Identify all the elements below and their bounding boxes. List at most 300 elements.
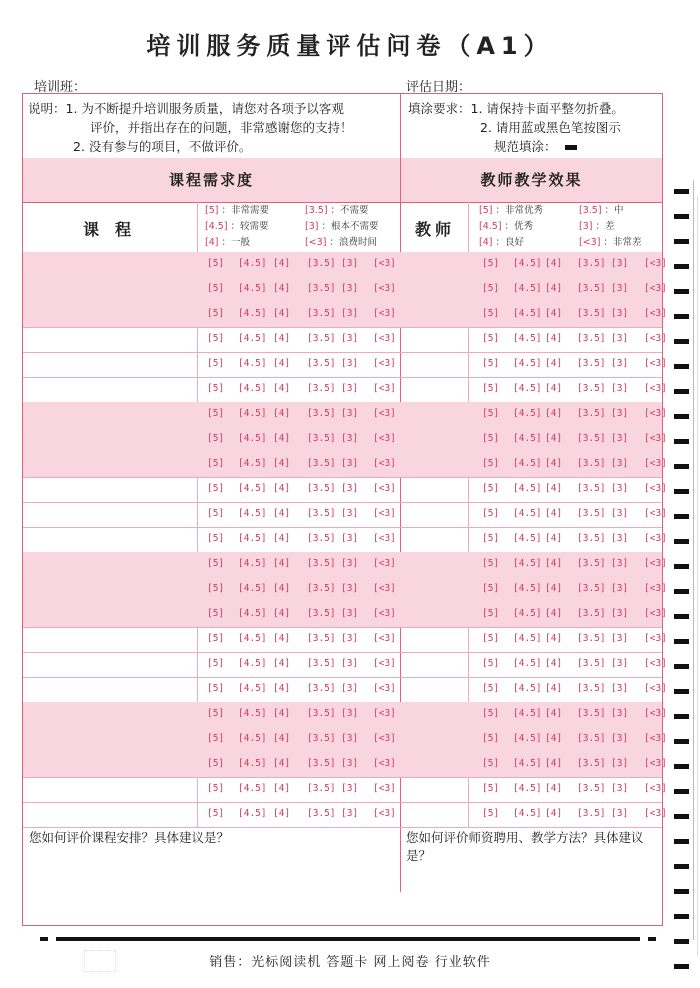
- course-rating-bubble[interactable]: [3]: [341, 808, 359, 819]
- teacher-rating-bubble[interactable]: [4]: [545, 683, 563, 694]
- course-rating-bubble[interactable]: [4.5]: [238, 308, 267, 319]
- teacher-rating-bubble[interactable]: [<3]: [644, 708, 667, 719]
- teacher-rating-bubble[interactable]: [3]: [611, 583, 629, 594]
- edge-rail: [693, 180, 694, 940]
- course-rating-bubble[interactable]: [3.5]: [307, 608, 336, 619]
- course-rating-bubble[interactable]: [4]: [273, 708, 291, 719]
- course-rating-bubble[interactable]: [4.5]: [238, 458, 267, 469]
- teacher-rating-bubble[interactable]: [4]: [545, 333, 563, 344]
- timing-mark: [674, 289, 689, 294]
- teacher-rating-bubble[interactable]: [<3]: [644, 408, 667, 419]
- teacher-rating-bubble[interactable]: [4]: [545, 308, 563, 319]
- course-rating-bubble[interactable]: [4.5]: [238, 333, 267, 344]
- teacher-rating-bubble[interactable]: [4]: [545, 608, 563, 619]
- teacher-rating-bubble[interactable]: [5]: [482, 783, 500, 794]
- course-rating-bubble[interactable]: [5]: [207, 358, 225, 369]
- course-rating-bubble[interactable]: [4.5]: [238, 558, 267, 569]
- course-rating-bubble[interactable]: [4.5]: [238, 583, 267, 594]
- teacher-rating-bubble[interactable]: [5]: [482, 508, 500, 519]
- course-rating-bubble[interactable]: [<3]: [373, 433, 396, 444]
- course-rating-bubble[interactable]: [<3]: [373, 633, 396, 644]
- course-rating-bubble[interactable]: [4]: [273, 308, 291, 319]
- teacher-rating-bubble[interactable]: [3]: [611, 708, 629, 719]
- course-rating-bubble[interactable]: [4.5]: [238, 708, 267, 719]
- teacher-rating-bubble[interactable]: [4.5]: [513, 633, 542, 644]
- course-rating-bubble[interactable]: [3]: [341, 283, 359, 294]
- course-rating-bubble[interactable]: [4.5]: [238, 533, 267, 544]
- course-rating-bubble[interactable]: [4.5]: [238, 433, 267, 444]
- teacher-rating-bubble[interactable]: [3]: [611, 558, 629, 569]
- timing-mark: [674, 314, 689, 319]
- teacher-rating-bubble[interactable]: [3.5]: [577, 258, 606, 269]
- course-rating-bubble[interactable]: [<3]: [373, 533, 396, 544]
- teacher-rating-bubble[interactable]: [3]: [611, 683, 629, 694]
- timing-mark: [674, 464, 689, 469]
- teacher-rating-bubble[interactable]: [5]: [482, 358, 500, 369]
- teacher-rating-bubble[interactable]: [<3]: [644, 508, 667, 519]
- course-rating-bubble[interactable]: [<3]: [373, 583, 396, 594]
- course-rating-bubble[interactable]: [4]: [273, 433, 291, 444]
- teacher-rating-bubble[interactable]: [3.5]: [577, 508, 606, 519]
- teacher-rating-bubble[interactable]: [3]: [611, 333, 629, 344]
- course-rating-bubble[interactable]: [5]: [207, 508, 225, 519]
- teacher-rating-bubble[interactable]: [<3]: [644, 458, 667, 469]
- teacher-rating-bubble[interactable]: [4.5]: [513, 683, 542, 694]
- teacher-rating-bubble[interactable]: [4]: [545, 783, 563, 794]
- course-rating-bubble[interactable]: [3.5]: [307, 333, 336, 344]
- teacher-rating-bubble[interactable]: [4]: [545, 408, 563, 419]
- teacher-rating-bubble[interactable]: [3]: [611, 483, 629, 494]
- course-rating-bubble[interactable]: [5]: [207, 308, 225, 319]
- teacher-rating-bubble[interactable]: [4.5]: [513, 483, 542, 494]
- section-course: 课程需求度: [23, 158, 400, 203]
- course-rating-bubble[interactable]: [3]: [341, 683, 359, 694]
- teacher-rating-bubble[interactable]: [4.5]: [513, 658, 542, 669]
- teacher-rating-bubble[interactable]: [4.5]: [513, 258, 542, 269]
- course-rating-bubble[interactable]: [3.5]: [307, 508, 336, 519]
- teacher-rating-bubble[interactable]: [4.5]: [513, 758, 542, 769]
- teacher-rating-bubble[interactable]: [<3]: [644, 758, 667, 769]
- teacher-rating-bubble[interactable]: [5]: [482, 383, 500, 394]
- teacher-rating-bubble[interactable]: [<3]: [644, 283, 667, 294]
- course-rating-bubble[interactable]: [4]: [273, 458, 291, 469]
- course-rating-bubble[interactable]: [4]: [273, 658, 291, 669]
- course-rating-bubble[interactable]: [3.5]: [307, 583, 336, 594]
- course-rating-bubble[interactable]: [5]: [207, 683, 225, 694]
- course-rating-bubble[interactable]: [4.5]: [238, 808, 267, 819]
- course-rating-bubble[interactable]: [3.5]: [307, 658, 336, 669]
- course-rating-bubble[interactable]: [<3]: [373, 308, 396, 319]
- course-rating-bubble[interactable]: [3]: [341, 633, 359, 644]
- course-rating-bubble[interactable]: [<3]: [373, 508, 396, 519]
- course-rating-bubble[interactable]: [4]: [273, 508, 291, 519]
- course-rating-bubble[interactable]: [3]: [341, 333, 359, 344]
- timing-mark: [674, 914, 689, 919]
- teacher-rating-bubble[interactable]: [5]: [482, 683, 500, 694]
- course-rating-bubble[interactable]: [5]: [207, 283, 225, 294]
- teacher-rating-bubble[interactable]: [5]: [482, 333, 500, 344]
- course-rating-bubble[interactable]: [<3]: [373, 683, 396, 694]
- teacher-rating-bubble[interactable]: [3.5]: [577, 783, 606, 794]
- course-rating-bubble[interactable]: [3]: [341, 483, 359, 494]
- course-rating-bubble[interactable]: [3.5]: [307, 408, 336, 419]
- teacher-rating-bubble[interactable]: [3]: [611, 658, 629, 669]
- teacher-rating-bubble[interactable]: [5]: [482, 733, 500, 744]
- course-rating-bubble[interactable]: [4]: [273, 258, 291, 269]
- teacher-rating-bubble[interactable]: [4.5]: [513, 508, 542, 519]
- teacher-rating-bubble[interactable]: [5]: [482, 633, 500, 644]
- teacher-legend: [479, 203, 664, 253]
- course-rating-bubble[interactable]: [3]: [341, 658, 359, 669]
- course-rating-bubble[interactable]: [<3]: [373, 808, 396, 819]
- teacher-rating-bubble[interactable]: [5]: [482, 708, 500, 719]
- teacher-rating-bubble[interactable]: [5]: [482, 433, 500, 444]
- teacher-rating-bubble[interactable]: [5]: [482, 583, 500, 594]
- teacher-rating-bubble[interactable]: [4.5]: [513, 583, 542, 594]
- teacher-rating-bubble[interactable]: [3]: [611, 733, 629, 744]
- course-rating-bubble[interactable]: [3]: [341, 533, 359, 544]
- course-rating-bubble[interactable]: [<3]: [373, 408, 396, 419]
- legend-item: [<3] ：浪费时间: [305, 237, 377, 248]
- course-rating-bubble[interactable]: [4.5]: [238, 283, 267, 294]
- teacher-rating-bubble[interactable]: [3.5]: [577, 383, 606, 394]
- teacher-rating-bubble[interactable]: [4.5]: [513, 308, 542, 319]
- course-rating-bubble[interactable]: [5]: [207, 608, 225, 619]
- teacher-rating-bubble[interactable]: [3]: [611, 258, 629, 269]
- course-rating-bubble[interactable]: [4]: [273, 383, 291, 394]
- teacher-rating-bubble[interactable]: [5]: [482, 408, 500, 419]
- teacher-rating-bubble[interactable]: [<3]: [644, 433, 667, 444]
- teacher-rating-bubble[interactable]: [4.5]: [513, 533, 542, 544]
- course-rating-bubble[interactable]: [3.5]: [307, 283, 336, 294]
- course-rating-bubble[interactable]: [5]: [207, 483, 225, 494]
- course-rating-bubble[interactable]: [3]: [341, 258, 359, 269]
- course-rating-bubble[interactable]: [3]: [341, 558, 359, 569]
- teacher-rating-bubble[interactable]: [4]: [545, 383, 563, 394]
- course-rating-bubble[interactable]: [<3]: [373, 358, 396, 369]
- teacher-rating-bubble[interactable]: [5]: [482, 458, 500, 469]
- teacher-rating-bubble[interactable]: [4.5]: [513, 458, 542, 469]
- teacher-rating-bubble[interactable]: [3]: [611, 808, 629, 819]
- course-rating-bubble[interactable]: [<3]: [373, 383, 396, 394]
- teacher-rating-bubble[interactable]: [4.5]: [513, 408, 542, 419]
- course-rating-bubble[interactable]: [4.5]: [238, 358, 267, 369]
- course-rating-bubble[interactable]: [3.5]: [307, 683, 336, 694]
- teacher-rating-bubble[interactable]: [4]: [545, 583, 563, 594]
- course-rating-bubble[interactable]: [3]: [341, 708, 359, 719]
- course-rating-bubble[interactable]: [3]: [341, 358, 359, 369]
- course-rating-bubble[interactable]: [4]: [273, 733, 291, 744]
- teacher-rating-bubble[interactable]: [<3]: [644, 483, 667, 494]
- teacher-rating-bubble[interactable]: [4.5]: [513, 733, 542, 744]
- teacher-rating-bubble[interactable]: [3.5]: [577, 458, 606, 469]
- course-rating-bubble[interactable]: [5]: [207, 808, 225, 819]
- table-row: [23, 577, 667, 603]
- teacher-rating-bubble[interactable]: [5]: [482, 608, 500, 619]
- teacher-rating-bubble[interactable]: [3]: [611, 308, 629, 319]
- teacher-rating-bubble[interactable]: [3.5]: [577, 758, 606, 769]
- teacher-rating-bubble[interactable]: [3.5]: [577, 433, 606, 444]
- course-rating-bubble[interactable]: [3.5]: [307, 533, 336, 544]
- course-rating-bubble[interactable]: [<3]: [373, 483, 396, 494]
- teacher-rating-bubble[interactable]: [<3]: [644, 358, 667, 369]
- teacher-rating-bubble[interactable]: [3.5]: [577, 658, 606, 669]
- course-rating-bubble[interactable]: [3]: [341, 383, 359, 394]
- course-rating-bubble[interactable]: [5]: [207, 433, 225, 444]
- teacher-rating-bubble[interactable]: [3.5]: [577, 808, 606, 819]
- course-rating-bubble[interactable]: [5]: [207, 383, 225, 394]
- teacher-rating-bubble[interactable]: [4.5]: [513, 558, 542, 569]
- course-rating-bubble[interactable]: [3.5]: [307, 258, 336, 269]
- course-rating-bubble[interactable]: [3.5]: [307, 308, 336, 319]
- teacher-rating-bubble[interactable]: [3]: [611, 608, 629, 619]
- timing-mark: [674, 589, 689, 594]
- course-rating-bubble[interactable]: [4.5]: [238, 258, 267, 269]
- teacher-rating-bubble[interactable]: [4.5]: [513, 283, 542, 294]
- teacher-rating-bubble[interactable]: [<3]: [644, 783, 667, 794]
- course-rating-bubble[interactable]: [3.5]: [307, 783, 336, 794]
- course-rating-bubble[interactable]: [4]: [273, 583, 291, 594]
- course-rating-bubble[interactable]: [5]: [207, 658, 225, 669]
- course-rating-bubble[interactable]: [<3]: [373, 283, 396, 294]
- course-rating-bubble[interactable]: [<3]: [373, 733, 396, 744]
- course-rating-bubble[interactable]: [4.5]: [238, 658, 267, 669]
- teacher-rating-bubble[interactable]: [4.5]: [513, 358, 542, 369]
- teacher-rating-bubble[interactable]: [<3]: [644, 633, 667, 644]
- teacher-rating-bubble[interactable]: [<3]: [644, 658, 667, 669]
- teacher-rating-bubble[interactable]: [3.5]: [577, 683, 606, 694]
- teacher-rating-bubble[interactable]: [3]: [611, 633, 629, 644]
- teacher-rating-bubble[interactable]: [<3]: [644, 558, 667, 569]
- course-rating-bubble[interactable]: [4.5]: [238, 633, 267, 644]
- course-rating-bubble[interactable]: [4.5]: [238, 608, 267, 619]
- teacher-rating-bubble[interactable]: [<3]: [644, 683, 667, 694]
- course-rating-bubble[interactable]: [3]: [341, 758, 359, 769]
- course-rating-bubble[interactable]: [3.5]: [307, 358, 336, 369]
- teacher-rating-bubble[interactable]: [4]: [545, 508, 563, 519]
- course-rating-bubble[interactable]: [5]: [207, 783, 225, 794]
- teacher-rating-bubble[interactable]: [5]: [482, 533, 500, 544]
- teacher-rating-bubble[interactable]: [<3]: [644, 258, 667, 269]
- teacher-rating-bubble[interactable]: [4]: [545, 633, 563, 644]
- course-rating-bubble[interactable]: [3]: [341, 733, 359, 744]
- teacher-rating-bubble[interactable]: [5]: [482, 558, 500, 569]
- teacher-rating-bubble[interactable]: [3.5]: [577, 408, 606, 419]
- teacher-rating-bubble[interactable]: [4]: [545, 558, 563, 569]
- course-rating-bubble[interactable]: [4]: [273, 783, 291, 794]
- teacher-rating-bubble[interactable]: [3.5]: [577, 558, 606, 569]
- course-rating-bubble[interactable]: [4]: [273, 683, 291, 694]
- course-rating-bubble[interactable]: [5]: [207, 458, 225, 469]
- teacher-rating-bubble[interactable]: [4]: [545, 433, 563, 444]
- teacher-rating-bubble[interactable]: [4.5]: [513, 383, 542, 394]
- teacher-rating-bubble[interactable]: [4]: [545, 733, 563, 744]
- course-rating-bubble[interactable]: [<3]: [373, 783, 396, 794]
- teacher-rating-bubble[interactable]: [4]: [545, 808, 563, 819]
- course-rating-bubble[interactable]: [5]: [207, 583, 225, 594]
- course-rating-bubble[interactable]: [4]: [273, 283, 291, 294]
- course-rating-bubble[interactable]: [4.5]: [238, 483, 267, 494]
- teacher-rating-bubble[interactable]: [5]: [482, 658, 500, 669]
- course-rating-bubble[interactable]: [3]: [341, 508, 359, 519]
- timing-mark: [674, 389, 689, 394]
- course-rating-bubble[interactable]: [<3]: [373, 608, 396, 619]
- course-rating-bubble[interactable]: [4]: [273, 808, 291, 819]
- teacher-rating-bubble[interactable]: [3]: [611, 408, 629, 419]
- teacher-rating-bubble[interactable]: [4]: [545, 533, 563, 544]
- course-rating-bubble[interactable]: [4]: [273, 758, 291, 769]
- teacher-rating-bubble[interactable]: [4.5]: [513, 708, 542, 719]
- course-rating-bubble[interactable]: [4.5]: [238, 408, 267, 419]
- timing-mark: [674, 789, 689, 794]
- course-rating-bubble[interactable]: [3.5]: [307, 433, 336, 444]
- teacher-rating-bubble[interactable]: [5]: [482, 808, 500, 819]
- teacher-rating-bubble[interactable]: [3.5]: [577, 633, 606, 644]
- teacher-rating-bubble[interactable]: [3]: [611, 283, 629, 294]
- course-rating-bubble[interactable]: [4]: [273, 483, 291, 494]
- teacher-rating-bubble[interactable]: [4.5]: [513, 433, 542, 444]
- course-rating-bubble[interactable]: [4]: [273, 633, 291, 644]
- teacher-rating-bubble[interactable]: [4]: [545, 708, 563, 719]
- teacher-rating-bubble[interactable]: [4]: [545, 458, 563, 469]
- teacher-rating-bubble[interactable]: [3.5]: [577, 583, 606, 594]
- course-rating-bubble[interactable]: [5]: [207, 408, 225, 419]
- teacher-rating-bubble[interactable]: [4.5]: [513, 808, 542, 819]
- course-rating-bubble[interactable]: [3]: [341, 783, 359, 794]
- course-rating-bubble[interactable]: [<3]: [373, 458, 396, 469]
- teacher-rating-bubble[interactable]: [<3]: [644, 333, 667, 344]
- teacher-rating-bubble[interactable]: [3]: [611, 508, 629, 519]
- course-rating-bubble[interactable]: [3.5]: [307, 758, 336, 769]
- teacher-rating-bubble[interactable]: [4]: [545, 358, 563, 369]
- course-rating-bubble[interactable]: [5]: [207, 533, 225, 544]
- course-rating-bubble[interactable]: [<3]: [373, 658, 396, 669]
- course-rating-bubble[interactable]: [4]: [273, 558, 291, 569]
- teacher-rating-bubble[interactable]: [<3]: [644, 308, 667, 319]
- instructions-left: [28, 99, 398, 156]
- course-rating-bubble[interactable]: [<3]: [373, 558, 396, 569]
- teacher-rating-bubble[interactable]: [3.5]: [577, 333, 606, 344]
- teacher-rating-bubble[interactable]: [3]: [611, 383, 629, 394]
- course-rating-bubble[interactable]: [3.5]: [307, 483, 336, 494]
- course-rating-bubble[interactable]: [3]: [341, 608, 359, 619]
- teacher-rating-bubble[interactable]: [3]: [611, 758, 629, 769]
- teacher-rating-bubble[interactable]: [5]: [482, 283, 500, 294]
- teacher-rating-bubble[interactable]: [5]: [482, 308, 500, 319]
- teacher-rating-bubble[interactable]: [4]: [545, 483, 563, 494]
- course-rating-bubble[interactable]: [3.5]: [307, 708, 336, 719]
- teacher-rating-bubble[interactable]: [4.5]: [513, 783, 542, 794]
- timing-mark: [40, 937, 48, 941]
- course-rating-bubble[interactable]: [5]: [207, 558, 225, 569]
- teacher-rating-bubble[interactable]: [3.5]: [577, 283, 606, 294]
- teacher-rating-bubble[interactable]: [3.5]: [577, 608, 606, 619]
- teacher-rating-bubble[interactable]: [3.5]: [577, 733, 606, 744]
- course-label: 课程: [83, 220, 148, 239]
- course-rating-bubble[interactable]: [3]: [341, 308, 359, 319]
- teacher-rating-bubble[interactable]: [4.5]: [513, 608, 542, 619]
- course-rating-bubble[interactable]: [3.5]: [307, 808, 336, 819]
- teacher-rating-bubble[interactable]: [4]: [545, 258, 563, 269]
- timing-bar: [56, 937, 640, 941]
- course-rating-bubble[interactable]: [5]: [207, 733, 225, 744]
- teacher-rating-bubble[interactable]: [3.5]: [577, 483, 606, 494]
- course-rating-bubble[interactable]: [4.5]: [238, 383, 267, 394]
- course-rating-bubble[interactable]: [3.5]: [307, 633, 336, 644]
- course-rating-bubble[interactable]: [3]: [341, 458, 359, 469]
- teacher-rating-bubble[interactable]: [4]: [545, 658, 563, 669]
- teacher-rating-bubble[interactable]: [3]: [611, 358, 629, 369]
- legend-item: [3.5] ：中: [579, 205, 624, 216]
- course-rating-bubble[interactable]: [3.5]: [307, 458, 336, 469]
- teacher-rating-bubble[interactable]: [3.5]: [577, 308, 606, 319]
- timing-mark: [674, 614, 689, 619]
- course-rating-bubble[interactable]: [4]: [273, 533, 291, 544]
- course-rating-bubble[interactable]: [5]: [207, 633, 225, 644]
- course-rating-bubble[interactable]: [3.5]: [307, 383, 336, 394]
- teacher-rating-bubble[interactable]: [<3]: [644, 533, 667, 544]
- timing-mark: [674, 264, 689, 269]
- teacher-rating-bubble[interactable]: [3]: [611, 783, 629, 794]
- course-rating-bubble[interactable]: [4]: [273, 408, 291, 419]
- course-rating-bubble[interactable]: [5]: [207, 708, 225, 719]
- course-rating-bubble[interactable]: [<3]: [373, 333, 396, 344]
- teacher-rating-bubble[interactable]: [<3]: [644, 583, 667, 594]
- course-rating-bubble[interactable]: [3]: [341, 408, 359, 419]
- teacher-rating-bubble[interactable]: [3]: [611, 533, 629, 544]
- course-rating-bubble[interactable]: [<3]: [373, 758, 396, 769]
- teacher-rating-bubble[interactable]: [<3]: [644, 808, 667, 819]
- course-rating-bubble[interactable]: [<3]: [373, 258, 396, 269]
- table-row: [23, 252, 667, 278]
- teacher-rating-bubble[interactable]: [3]: [611, 433, 629, 444]
- course-rating-bubble[interactable]: [4.5]: [238, 733, 267, 744]
- course-rating-bubble[interactable]: [<3]: [373, 708, 396, 719]
- course-rating-bubble[interactable]: [4]: [273, 358, 291, 369]
- teacher-rating-bubble[interactable]: [3.5]: [577, 358, 606, 369]
- course-rating-bubble[interactable]: [4.5]: [238, 508, 267, 519]
- course-rating-bubble[interactable]: [4.5]: [238, 758, 267, 769]
- teacher-rating-bubble[interactable]: [<3]: [644, 733, 667, 744]
- teacher-rating-bubble[interactable]: [5]: [482, 758, 500, 769]
- teacher-rating-bubble[interactable]: [4]: [545, 283, 563, 294]
- teacher-rating-bubble[interactable]: [5]: [482, 258, 500, 269]
- teacher-rating-bubble[interactable]: [3.5]: [577, 533, 606, 544]
- course-rating-bubble[interactable]: [3]: [341, 433, 359, 444]
- course-rating-bubble[interactable]: [4]: [273, 333, 291, 344]
- table-row: [23, 302, 667, 328]
- table-row: [23, 802, 667, 828]
- course-rating-bubble[interactable]: [5]: [207, 258, 225, 269]
- course-rating-bubble[interactable]: [4.5]: [238, 783, 267, 794]
- course-rating-bubble[interactable]: [3.5]: [307, 558, 336, 569]
- course-rating-bubble[interactable]: [5]: [207, 758, 225, 769]
- note-line: 2. 没有参与的项目，不做评价。: [73, 139, 252, 154]
- teacher-rating-bubble[interactable]: [4]: [545, 758, 563, 769]
- course-rating-bubble[interactable]: [3]: [341, 583, 359, 594]
- teacher-rating-bubble[interactable]: [3]: [611, 458, 629, 469]
- teacher-rating-bubble[interactable]: [3.5]: [577, 708, 606, 719]
- teacher-rating-bubble[interactable]: [<3]: [644, 383, 667, 394]
- teacher-rating-bubble[interactable]: [4.5]: [513, 333, 542, 344]
- course-rating-bubble[interactable]: [3.5]: [307, 733, 336, 744]
- timing-mark: [674, 489, 689, 494]
- course-rating-bubble[interactable]: [4.5]: [238, 683, 267, 694]
- teacher-rating-bubble[interactable]: [<3]: [644, 608, 667, 619]
- course-rating-bubble[interactable]: [5]: [207, 333, 225, 344]
- course-rating-bubble[interactable]: [4]: [273, 608, 291, 619]
- teacher-rating-bubble[interactable]: [5]: [482, 483, 500, 494]
